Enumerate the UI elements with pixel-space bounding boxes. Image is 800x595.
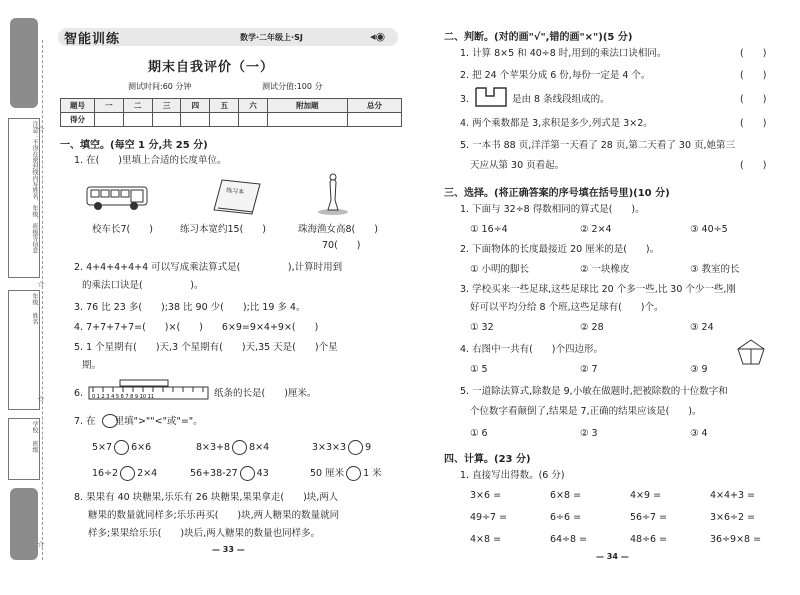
calc-item[interactable]: 6÷6 = <box>550 512 582 523</box>
score-input[interactable] <box>152 113 181 127</box>
score-input[interactable] <box>267 113 347 127</box>
score-cell: 四 <box>181 99 210 113</box>
sidebar-grey-tab <box>10 18 38 108</box>
judge-5b: 天应从第 30 页看起。 <box>470 160 565 171</box>
question-8c: 样多;果果给乐乐( )块后,两人糖果的数量也同样多。 <box>88 528 321 539</box>
score-label: 得分 <box>61 113 95 127</box>
compare-row1-a <box>92 440 151 455</box>
question-1a: 校车长7( ) <box>92 224 153 235</box>
compare-right: 6×6 <box>131 442 152 453</box>
option[interactable]: ① 6 <box>470 428 488 439</box>
calc-item[interactable]: 4×8 = <box>470 534 502 545</box>
score-cell: 一 <box>95 99 124 113</box>
question-3: 3. 76 比 23 多( );38 比 90 少( );比 19 多 4。 <box>74 302 306 313</box>
choice-3: 3. 学校买来一些足球,这些足球比 20 个多一些,比 30 个少一些,刚 <box>460 284 736 295</box>
score-table-header <box>61 99 402 113</box>
option[interactable]: ② 3 <box>580 428 598 439</box>
compare-blank[interactable] <box>114 440 129 455</box>
section-judge: 二、判断。(对的画"√",错的画"×")(5 分) <box>444 32 633 43</box>
pentagon-icon <box>736 338 766 366</box>
compare-left: 16÷2 <box>92 468 119 479</box>
score-table-row <box>61 113 402 127</box>
option[interactable]: ② 28 <box>580 322 604 333</box>
fish-icon: ◂◉ <box>370 30 386 43</box>
question-1: 1. 在( )里填上合适的长度单位。 <box>74 155 227 166</box>
score-input[interactable] <box>210 113 239 127</box>
notebook-label: 练习本 <box>225 187 245 196</box>
question-8b: 糖果的数量就同样多;乐乐再买( )块,两人糖果的数量就同 <box>88 510 340 521</box>
compare-row2-a <box>92 466 157 481</box>
calc-item[interactable]: 6×8 = <box>550 490 582 501</box>
page-number-right: — 34 — <box>596 552 629 561</box>
compare-blank[interactable] <box>346 466 361 481</box>
seal-line <box>42 40 43 560</box>
calc-item[interactable]: 48÷6 = <box>630 534 668 545</box>
compare-blank[interactable] <box>240 466 255 481</box>
calc-item[interactable]: 3×6 = <box>470 490 502 501</box>
judge-3: 是由 8 条线段组成的。 <box>512 94 610 105</box>
calc-item[interactable]: 64÷8 = <box>550 534 588 545</box>
score-cell: 总分 <box>347 99 401 113</box>
question-5: 5. 1 个星期有( )天,3 个星期有( )天,35 天是( )个星 <box>74 342 338 353</box>
compare-right: 8×4 <box>249 442 270 453</box>
compare-row1-b <box>196 440 269 455</box>
question-8: 8. 果果有 40 块糖果,乐乐有 26 块糖果,果果拿走( )块,两人 <box>74 492 339 503</box>
option[interactable]: ③ 9 <box>690 364 708 375</box>
question-2b: 的乘法口诀是( )。 <box>82 280 204 291</box>
question-6: 6. <box>74 388 84 399</box>
sidebar-label-school: 学校 <box>31 421 38 433</box>
answer-paren[interactable]: ( ) <box>740 160 767 171</box>
sidebar-note: 注意：不得在密封线内写姓名、年级、班级等信息 <box>8 118 40 278</box>
calc-item[interactable]: 3×6÷2 = <box>710 512 756 523</box>
question-1c: 珠海渔女高8( ) <box>298 224 378 235</box>
judge-5: 5. 一本书 88 页,洋洋第一天看了 28 页,第二天看了 30 页,她第三 <box>460 140 736 151</box>
score-cell: 五 <box>210 99 239 113</box>
score-input[interactable] <box>181 113 210 127</box>
score-cell: 六 <box>239 99 268 113</box>
star-icon: ☆ <box>37 395 46 405</box>
score-table <box>60 98 402 127</box>
question-1b: 练习本宽约15( ) <box>180 224 267 235</box>
calc-item[interactable]: 4×9 = <box>630 490 662 501</box>
option[interactable]: ① 小明的脚长 <box>470 264 530 275</box>
ruler-scale: 0 1 2 3 4 5 6 7 8 9 10 11 <box>92 394 155 400</box>
judge-3-num: 3. <box>460 94 470 105</box>
statue-icon <box>316 172 350 216</box>
choice-4: 4. 右图中一共有( )个四边形。 <box>460 344 603 355</box>
option[interactable]: ② 一块橡皮 <box>580 264 630 275</box>
compare-left: 56+38-27 <box>190 468 238 479</box>
answer-paren[interactable]: ( ) <box>740 70 767 81</box>
option[interactable]: ③ 24 <box>690 322 714 333</box>
compare-left: 8×3+8 <box>196 442 231 453</box>
question-6-text: 纸条的长是( )厘米。 <box>214 388 317 399</box>
option[interactable]: ① 16÷4 <box>470 224 508 235</box>
binding-sidebar <box>0 0 48 595</box>
page-title: 期末自我评价（一） <box>148 60 275 75</box>
score-cell: 三 <box>152 99 181 113</box>
sidebar-label-class: 班级 <box>31 440 38 453</box>
question-1c-unit: 70( ) <box>322 240 361 251</box>
section-choice: 三、选择。(将正确答案的序号填在括号里)(10 分) <box>444 188 670 199</box>
compare-left: 3×3×3 <box>312 442 347 453</box>
question-5b: 期。 <box>82 360 102 371</box>
section-calc: 四、计算。(23 分) <box>444 454 531 465</box>
compare-row2-c <box>310 466 382 481</box>
option[interactable]: ② 2×4 <box>580 224 612 235</box>
score-input[interactable] <box>347 113 401 127</box>
compare-right: 2×4 <box>137 468 158 479</box>
option[interactable]: ③ 40÷5 <box>690 224 728 235</box>
judge-4: 4. 两个乘数都是 3,求积是多少,列式是 3×2。 <box>460 118 653 129</box>
page-number-left: — 33 — <box>212 545 245 554</box>
compare-right: 9 <box>365 442 372 453</box>
question-4: 4. 7+7+7+7=( )×( ) 6×9=9×4+9×( ) <box>74 322 319 333</box>
option[interactable]: ① 32 <box>470 322 494 333</box>
compare-row1-c <box>312 440 371 455</box>
score-cell: 题号 <box>61 99 95 113</box>
calc-item[interactable]: 36÷9×8 = <box>710 534 762 545</box>
compare-circle-icon <box>102 414 118 428</box>
star-icon: ☆ <box>37 540 46 550</box>
option[interactable]: ① 5 <box>470 364 488 375</box>
star-icon: ☆ <box>37 280 46 290</box>
option[interactable]: ② 7 <box>580 364 598 375</box>
question-7: 7. 在 里填">""<"或"="。 <box>74 416 203 427</box>
answer-paren[interactable]: ( ) <box>740 48 767 59</box>
score-input[interactable] <box>123 113 152 127</box>
score-cell: 附加题 <box>267 99 347 113</box>
calc-instruction: 1. 直接写出得数。(6 分) <box>460 470 565 481</box>
answer-paren[interactable]: ( ) <box>740 118 767 129</box>
line-shape-icon <box>474 86 508 108</box>
judge-2: 2. 把 24 个苹果分成 6 份,每份一定是 4 个。 <box>460 70 651 81</box>
ruler-icon <box>88 379 210 401</box>
question-2: 2. 4+4+4+4+4 可以写成乘法算式是( ),计算时用到 <box>74 262 343 273</box>
calc-item[interactable]: 49÷7 = <box>470 512 508 523</box>
star-icon: ☆ <box>37 125 46 135</box>
answer-paren[interactable]: ( ) <box>740 94 767 105</box>
score-input[interactable] <box>95 113 124 127</box>
sidebar-name-box <box>8 290 40 410</box>
option[interactable]: ③ 教室的长 <box>690 264 740 275</box>
compare-row2-b <box>190 466 269 481</box>
choice-1: 1. 下面与 32÷8 得数相同的算式是( )。 <box>460 204 645 215</box>
choice-5: 5. 一道除法算式,除数是 9,小敏在做题时,把被除数的十位数字和 <box>460 386 728 397</box>
compare-blank[interactable] <box>348 440 363 455</box>
calc-item[interactable]: 56÷7 = <box>630 512 668 523</box>
section-fill-blank: 一、填空。(每空 1 分,共 25 分) <box>60 140 208 151</box>
choice-2: 2. 下面物体的长度最接近 20 厘米的是( )。 <box>460 244 660 255</box>
sidebar-school-box <box>8 418 40 480</box>
score-input[interactable] <box>239 113 268 127</box>
compare-blank[interactable] <box>120 466 135 481</box>
sidebar-label-grade: 年级 <box>31 293 38 305</box>
judge-1: 1. 计算 8×5 和 40÷8 时,用到的乘法口诀相同。 <box>460 48 667 59</box>
choice-3b: 好可以平均分给 8 个班,这些足球有( )个。 <box>470 302 664 313</box>
option[interactable]: ③ 4 <box>690 428 708 439</box>
header-subject: 数学·二年级上·SJ <box>240 33 303 42</box>
compare-right: 43 <box>256 468 269 479</box>
compare-left: 50 厘米 <box>310 468 345 479</box>
compare-right: 1 米 <box>363 468 382 479</box>
score-cell: 二 <box>123 99 152 113</box>
compare-blank[interactable] <box>232 440 247 455</box>
sidebar-grey-tab-bottom <box>10 488 38 560</box>
calc-item[interactable]: 4×4+3 = <box>710 490 756 501</box>
sidebar-label-name: 姓名 <box>31 312 38 325</box>
test-score: 测试分值:100 分 <box>262 82 323 91</box>
choice-5b: 个位数字看颠倒了,结果是 7,正确的结果应该是( )。 <box>470 406 702 417</box>
bus-icon <box>86 184 150 212</box>
test-time: 测试时间:60 分钟 <box>128 82 192 91</box>
header-brand: 智能训练 <box>64 32 121 47</box>
compare-left: 5×7 <box>92 442 113 453</box>
